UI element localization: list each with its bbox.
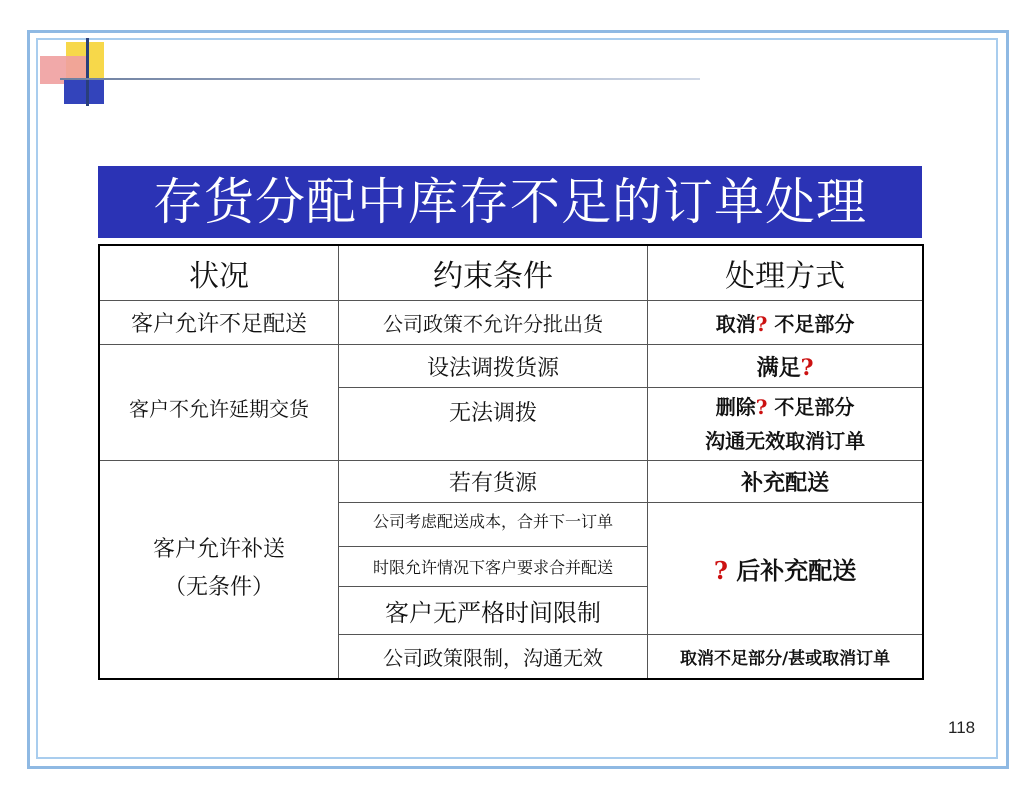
status-cell: 客户不允许延期交货 xyxy=(99,345,338,461)
header-status: 状况 xyxy=(99,245,338,301)
constraint-cell: 公司政策限制，沟通无效 xyxy=(338,635,647,679)
handling-cell: ? 后补充配送 xyxy=(648,503,923,635)
status-cell: 客户允许补送 （无条件） xyxy=(99,461,338,679)
constraint-cell: 时限允许情况下客户要求合并配送 xyxy=(338,547,647,587)
constraint-cell: 设法调拨货源 xyxy=(338,345,647,388)
handling-cell: 满足? xyxy=(648,345,923,388)
header-handling: 处理方式 xyxy=(648,245,923,301)
handling-cell: 取消? 不足部分 xyxy=(648,301,923,345)
handling-cell: 删除? 不足部分 沟通无效取消订单 xyxy=(648,388,923,461)
slide-title: 存货分配中库存不足的订单处理 xyxy=(98,166,922,238)
page-number: 118 xyxy=(948,718,976,737)
constraint-cell: 无法调拨 xyxy=(338,388,647,461)
handling-cell: 补充配送 xyxy=(648,461,923,503)
table-header-row xyxy=(99,245,923,301)
constraint-cell: 公司考虑配送成本，合并下一订单 xyxy=(338,503,647,547)
handling-cell: 取消不足部分/甚或取消订单 xyxy=(648,635,923,679)
header-constraint: 约束条件 xyxy=(338,245,647,301)
table-row xyxy=(99,345,923,388)
constraint-cell: 客户无严格时间限制 xyxy=(338,587,647,635)
order-handling-table xyxy=(98,244,924,680)
table-row xyxy=(99,301,923,345)
constraint-cell: 公司政策不允许分批出货 xyxy=(338,301,647,345)
table-row xyxy=(99,461,923,503)
status-cell: 客户允许不足配送 xyxy=(99,301,338,345)
constraint-cell: 若有货源 xyxy=(338,461,647,503)
